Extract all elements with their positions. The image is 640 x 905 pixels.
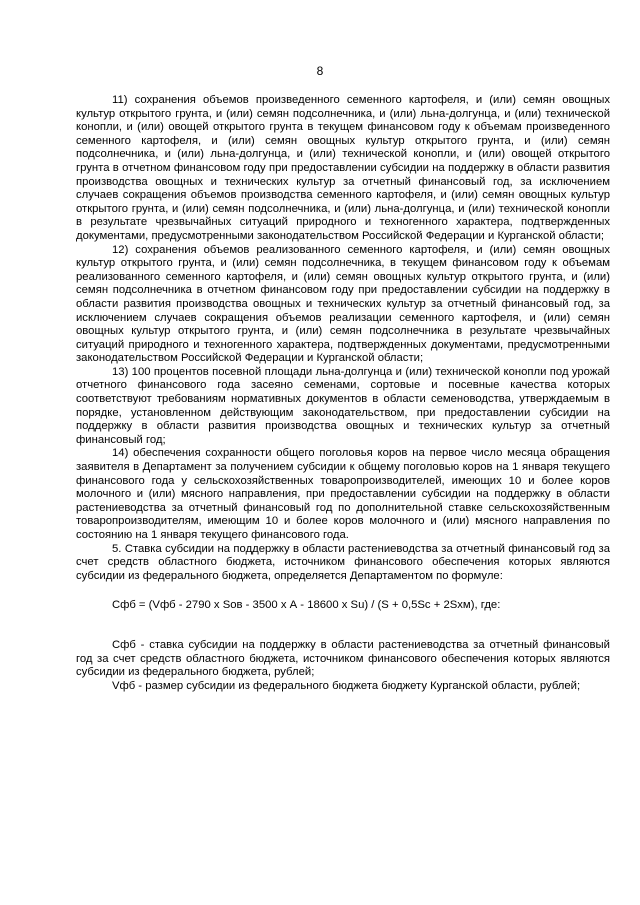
paragraph-item-11: 11) сохранения объемов произведенного семенного картофеля, и (или) семян овощных культур открытого грунта, и (или) семян подсолнечника, и (или) льна-долгунца, и (или) технической конопли, и (или) овощей открытого грунта в текущем финансовом году к объемам произведенного семенного картофеля, и (или) семян овощных культур открытого грунта, и (или) семян подсолнечника, и (или) льна-долгунца, и (или) технической конопли, и (или) овощей открытого грунта в отчетном финансовом году при предоставлении субсидии на поддержку в области развития производства овощных и технических культур за отчетный финансовый год, за исключением случаев сокращения объемов производства семенного картофеля, и (или) семян овощных культур открытого грунта, и (или) семян подсолнечника, и (или) льна-долгунца, и (или) технической конопли в результате чрезвычайных ситуаций природного и техногенного характера, подтвержденных документами, предусмотренными законодательством Российской Федерации и Курганской области; (76, 94, 610, 242)
paragraph-item-12: 12) сохранения объемов реализованного семенного картофеля, и (или) семян овощных культур открытого грунта, и (или) семян подсолнечника, в текущем финансовом году к объемам реализованного семенного картофеля, и (или) семян овощных культур открытого грунта, и (или) семян подсолнечника в отчетном финансовом году при предоставлении субсидии на поддержку в области развития производства овощных и технических культур за отчетный финансовый год, за исключением случаев сокращения объемов реализации семенного картофеля, и (или) семян овощных культур открытого грунта, и (или) семян подсолнечника в результате чрезвычайных ситуаций природного и техногенного характера, подтвержденных документами, предусмотренными законодательством Российской Федерации и Курганской области; (76, 243, 610, 365)
paragraph-section-5: 5. Ставка субсидии на поддержку в области растениеводства за отчетный финансовый год за счет средств областного бюджета, источником финансового обеспечения которых являются субсидии из федерального бюджета, определяется Департаментом по формуле: (76, 542, 610, 582)
definition-vfb: Vфб - размер субсидии из федерального бюджета бюджету Курганской области, рублей; (112, 679, 581, 692)
document-body (76, 94, 610, 693)
rate-formula: Сфб = (Vфб - 2790 х Sов - 3500 х А - 18600 х Su) / (S + 0,5Sc + 2Sхм), где: (112, 599, 501, 612)
paragraph-item-13: 13) 100 процентов посевной площади льна-долгунца и (или) технической конопли под урожай отчетного финансового года засеяно семенами, сортовые и посевные качества которых соответствуют требованиям нормативных документов в области семеноводства, утверждаемым в порядке, установленном действующим законодательством, при предоставлении субсидии на поддержку в области развития производства овощных и технических культур за отчетный финансовый год; (76, 365, 610, 446)
paragraph-item-14: 14) обеспечения сохранности общего поголовья коров на первое число месяца обращения заявителя в Департамент за получением субсидии к общему поголовью коров на 1 января текущего финансового года у сельскохозяйственных товаропроизводителей, имеющих 10 и более коров молочного и (или) мясного направления, при предоставлении субсидии на поддержку в области растениеводства за отчетный финансовый год по дополнительной ставке сельскохозяйственным товаропроизводителям, имеющим 10 и более коров молочного и (или) мясного направления по состоянию на 1 января текущего финансового года. (76, 447, 610, 541)
page-number: 8 (316, 64, 324, 78)
definition-sfb: Сфб - ставка субсидии на поддержку в области растениеводства за отчетный финансовый год за счет средств областного бюджета, источником финансового обеспечения которых являются субсидии из федерального бюджета, рублей; (76, 638, 610, 679)
